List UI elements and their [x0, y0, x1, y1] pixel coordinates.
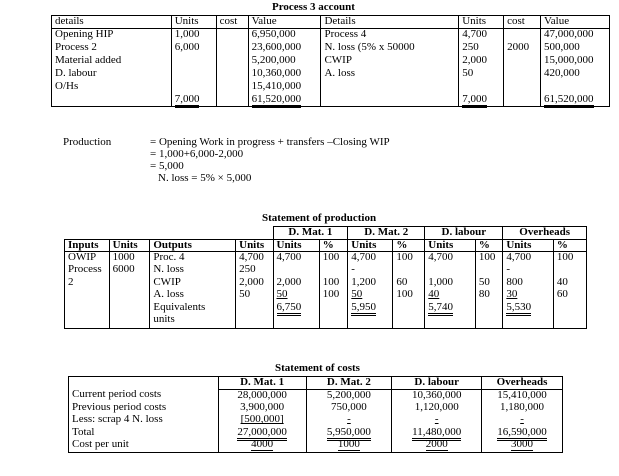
credit-units: 50	[459, 68, 504, 81]
dmat2-cost: 5,200,000	[306, 389, 392, 402]
dmat2-cost: 1000	[338, 438, 360, 453]
debit-details: Material added	[52, 55, 172, 68]
cost-label: Less: scrap 4 N. loss	[69, 414, 219, 427]
dlabour-cost: 2000	[426, 438, 448, 453]
dmat2-pct: 100	[393, 289, 425, 302]
overheads-pct: 40	[553, 277, 586, 290]
input-units: 6000	[109, 264, 150, 277]
credit-cost: 2000	[504, 42, 541, 55]
credit-value: 15,000,000	[541, 55, 610, 68]
credit-value: 500,000	[541, 42, 610, 55]
group-header-row	[65, 227, 587, 240]
dmat1-cost: 3,900,000	[218, 402, 306, 415]
total-units-right: 7,000	[462, 93, 487, 108]
debit-details: Opening HIP	[52, 29, 172, 42]
process-account-header-row	[52, 16, 610, 29]
cost-label: Cost per unit	[69, 439, 219, 452]
output-label: CWIP	[150, 277, 236, 290]
input-units: 1000	[109, 252, 150, 265]
input-label: OWIP	[65, 252, 110, 265]
header-pct: %	[475, 239, 502, 252]
dlabour-pct: 50	[475, 277, 502, 290]
dmat2-cost: 750,000	[306, 402, 392, 415]
dmat1-pct: 100	[319, 252, 348, 265]
table-row	[65, 264, 587, 277]
header-inputs: Inputs	[65, 239, 110, 252]
output-units: 2,000	[236, 277, 273, 290]
credit-units: 4,700	[459, 29, 504, 42]
cost-label: Previous period costs	[69, 402, 219, 415]
production-formula	[150, 137, 390, 185]
production-section	[63, 137, 463, 197]
debit-value: 23,600,000	[248, 42, 321, 55]
overheads-cost: 16,590,000	[497, 426, 547, 441]
dmat2-units: 1,200	[348, 277, 393, 290]
header-cost-left: cost	[216, 16, 248, 29]
header-dlabour: D. labour	[392, 377, 482, 390]
debit-units	[171, 81, 216, 94]
header-units: Units	[273, 239, 319, 252]
output-label: N. loss	[150, 264, 236, 277]
dlabour-cost: 11,480,000	[412, 426, 461, 441]
header-dmat1: D. Mat. 1	[273, 227, 348, 240]
debit-value: 6,950,000	[248, 29, 321, 42]
overheads-units: 800	[503, 277, 554, 290]
dmat1-cost: [500,000]	[240, 413, 284, 426]
dmat1-units: 50	[276, 288, 288, 301]
debit-units: 1,000	[171, 29, 216, 42]
input-units	[109, 277, 150, 290]
statement-costs-title: Statement of costs	[275, 362, 360, 374]
table-row	[69, 414, 563, 427]
header-outputs: Outputs	[150, 239, 236, 252]
dmat1-cost: 27,000,000	[237, 426, 287, 441]
dlabour-units: 40	[428, 288, 440, 301]
production-label: Production	[63, 136, 112, 148]
credit-details: Process 4	[321, 29, 459, 42]
cost-label: Total	[69, 427, 219, 440]
credit-cost	[504, 68, 541, 81]
header-units: Units	[348, 239, 393, 252]
debit-value: 15,410,000	[248, 81, 321, 94]
overheads-cost: 15,410,000	[482, 389, 563, 402]
dlabour-cost: 10,360,000	[392, 389, 482, 402]
output-label: A. loss	[150, 289, 236, 302]
header-pct: %	[319, 239, 348, 252]
header-details-right: Details	[321, 16, 459, 29]
debit-units	[171, 68, 216, 81]
dmat2-units: 50	[351, 288, 363, 301]
dmat2-pct: 60	[393, 277, 425, 290]
header-details-left: details	[52, 16, 172, 29]
credit-cost	[504, 29, 541, 42]
dmat1-equivalent: 6,750	[277, 301, 302, 316]
table-row	[52, 55, 610, 68]
formula-line: = Opening Work in progress + transfers –Closing WIP	[150, 136, 390, 148]
header-pct: %	[553, 239, 586, 252]
credit-value: 47,000,000	[541, 29, 610, 42]
table-row	[69, 427, 563, 440]
credit-units: 250	[459, 42, 504, 55]
input-label: 2	[65, 277, 110, 290]
dlabour-units: 4,700	[425, 252, 476, 265]
output-units: 4,700	[236, 252, 273, 265]
credit-cost	[504, 55, 541, 68]
credit-details: N. loss (5% x 50000	[321, 42, 459, 55]
output-units: 50	[236, 289, 273, 302]
overheads-units: -	[503, 264, 554, 277]
credit-units: 2,000	[459, 55, 504, 68]
header-cost-right: cost	[504, 16, 541, 29]
header-dmat2: D. Mat. 2	[348, 227, 425, 240]
formula-line: = 1,000+6,000-2,000	[150, 148, 244, 160]
dlabour-units: 1,000	[425, 277, 476, 290]
dlabour-equivalent: 5,740	[428, 301, 453, 316]
output-label: Proc. 4	[150, 252, 236, 265]
process-account-table	[51, 15, 610, 107]
dmat1-units: 2,000	[273, 277, 319, 290]
dlabour-pct	[475, 264, 502, 277]
formula-line: N. loss = 5% × 5,000	[158, 172, 252, 184]
overheads-units: 4,700	[503, 252, 554, 265]
dmat1-cost: 28,000,000	[218, 389, 306, 402]
dlabour-pct: 100	[475, 252, 502, 265]
equivalents-row	[65, 302, 587, 328]
statement-production-title: Statement of production	[262, 212, 377, 224]
debit-details: D. labour	[52, 68, 172, 81]
table-row	[52, 68, 610, 81]
credit-value: 420,000	[541, 68, 610, 81]
overheads-cost: 1,180,000	[482, 402, 563, 415]
total-value-right: 61,520,000	[544, 93, 594, 108]
overheads-cost: -	[520, 413, 524, 426]
total-value-left: 61,520,000	[252, 93, 302, 108]
column-header-row	[65, 239, 587, 252]
table-row	[52, 81, 610, 94]
dmat1-units	[273, 264, 319, 277]
dmat1-pct	[319, 264, 348, 277]
cost-label: Current period costs	[69, 389, 219, 402]
table-row	[69, 439, 563, 452]
header-units: Units	[503, 239, 554, 252]
overheads-pct: 100	[553, 252, 586, 265]
debit-units	[171, 55, 216, 68]
dmat2-units: -	[348, 264, 393, 277]
header-pct: %	[393, 239, 425, 252]
dmat1-cost: 4000	[251, 438, 273, 453]
overheads-pct	[553, 264, 586, 277]
credit-details: A. loss	[321, 68, 459, 81]
dlabour-cost: -	[434, 413, 439, 426]
header-units: Units	[425, 239, 476, 252]
formula-line: = 5,000	[150, 160, 184, 172]
overheads-pct: 60	[553, 289, 586, 302]
dmat1-units: 4,700	[273, 252, 319, 265]
dmat2-cost: 5,950,000	[327, 426, 371, 441]
overheads-cost: 3000	[511, 438, 533, 453]
table-row	[69, 389, 563, 402]
dmat1-pct: 100	[319, 277, 348, 290]
dmat1-pct: 100	[319, 289, 348, 302]
dlabour-cost: 1,120,000	[392, 402, 482, 415]
debit-details: Process 2	[52, 42, 172, 55]
dlabour-units	[425, 264, 476, 277]
header-value-left: Value	[248, 16, 321, 29]
statement-costs-table	[68, 376, 563, 453]
header-dmat1: D. Mat. 1	[218, 377, 306, 390]
overheads-equivalent: 5,530	[506, 301, 531, 316]
dmat2-pct: 100	[393, 252, 425, 265]
debit-details: O/Hs	[52, 81, 172, 94]
process-account-total-row	[52, 94, 610, 107]
header-dmat2: D. Mat. 2	[306, 377, 392, 390]
dmat2-pct	[393, 264, 425, 277]
header-units-out: Units	[236, 239, 273, 252]
table-row	[52, 29, 610, 42]
debit-value: 10,360,000	[248, 68, 321, 81]
table-row	[52, 42, 610, 55]
total-units-left: 7,000	[175, 93, 200, 108]
dmat2-cost: -	[347, 413, 351, 426]
header-overheads: Overheads	[482, 377, 563, 390]
process-account-title: Process 3 account	[272, 1, 355, 13]
debit-units: 6,000	[171, 42, 216, 55]
header-overheads: Overheads	[503, 227, 587, 240]
dmat2-units: 4,700	[348, 252, 393, 265]
header-dlabour: D. labour	[425, 227, 503, 240]
dmat2-equivalent: 5,950	[351, 301, 376, 316]
overheads-units: 30	[506, 288, 518, 301]
header-units-left: Units	[171, 16, 216, 29]
statement-production-table	[64, 226, 587, 329]
debit-value: 5,200,000	[248, 55, 321, 68]
equivalents-label: Equivalents units	[150, 302, 236, 328]
dlabour-pct: 80	[475, 289, 502, 302]
header-units-right: Units	[459, 16, 504, 29]
credit-details: CWIP	[321, 55, 459, 68]
header-units-in: Units	[109, 239, 150, 252]
header-value-right: Value	[541, 16, 610, 29]
output-units: 250	[236, 264, 273, 277]
input-label: Process	[65, 264, 110, 277]
